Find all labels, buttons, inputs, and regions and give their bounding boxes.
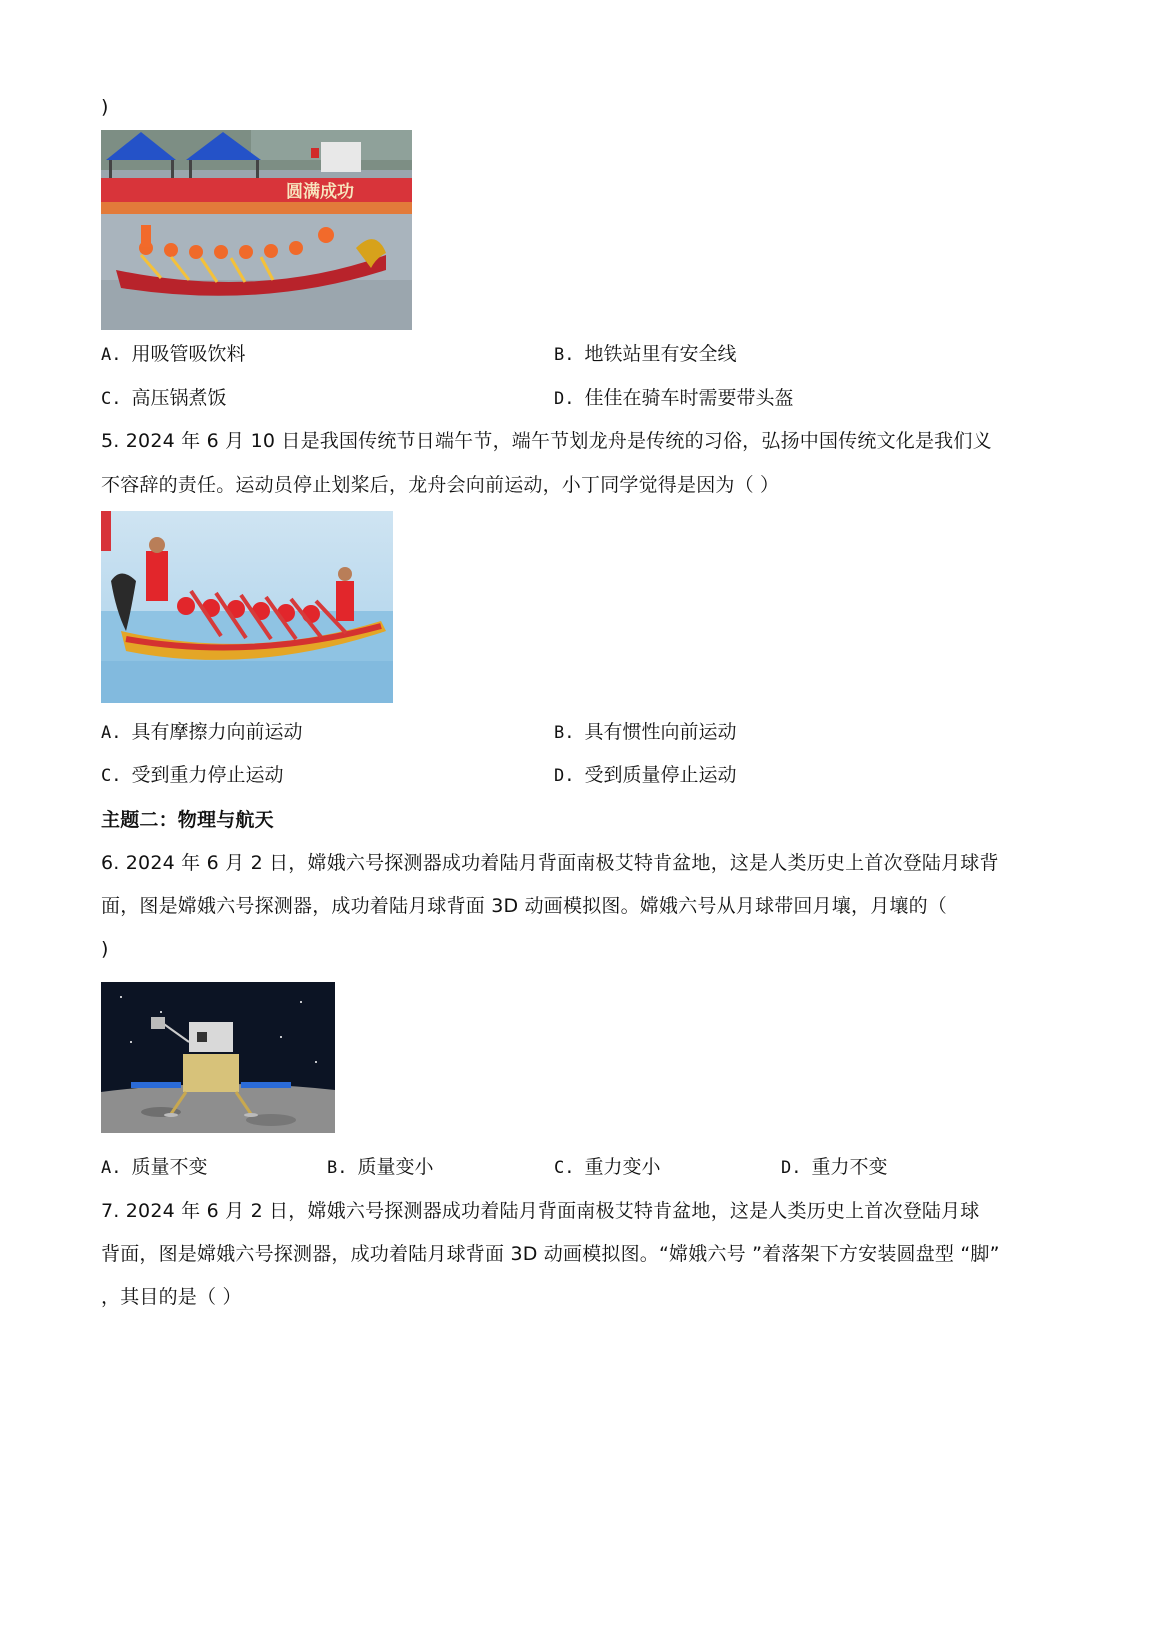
option-text: 地铁站里有安全线 bbox=[584, 343, 737, 365]
q5-option-c[interactable] bbox=[101, 763, 284, 788]
q4-option-a[interactable] bbox=[101, 342, 246, 367]
option-text: 重力不变 bbox=[811, 1156, 888, 1178]
q7-stem-line-3: ，其目的是（ ） bbox=[101, 1286, 242, 1308]
q5-option-b[interactable] bbox=[554, 720, 737, 745]
option-text: 受到质量停止运动 bbox=[584, 764, 737, 786]
option-key: A. bbox=[101, 1158, 122, 1178]
q5-dragon-boat-image bbox=[101, 511, 393, 703]
q4-dragon-boat-image bbox=[101, 130, 412, 330]
q5-stem-line-2: 不容辞的责任。运动员停止划桨后，龙舟会向前运动，小丁同学觉得是因为（ ） bbox=[101, 474, 780, 496]
q6-option-a[interactable] bbox=[101, 1155, 208, 1180]
option-text: 具有摩擦力向前运动 bbox=[131, 721, 303, 743]
q5-option-a[interactable] bbox=[101, 720, 303, 745]
option-text: 重力变小 bbox=[584, 1156, 661, 1178]
q5-option-d[interactable] bbox=[554, 763, 737, 788]
option-text: 佳佳在骑车时需要带头盔 bbox=[584, 387, 794, 409]
option-key: D. bbox=[554, 766, 575, 786]
option-key: B. bbox=[327, 1158, 348, 1178]
option-text: 具有惯性向前运动 bbox=[584, 721, 737, 743]
option-key: D. bbox=[554, 389, 575, 409]
q7-stem-line-1: 7. 2024 年 6 月 2 日，嫦娥六号探测器成功着陆月背面南极艾特肯盆地，这是人类历史上首次登陆月球 bbox=[101, 1200, 980, 1222]
q4-banner-text: 圆满成功 bbox=[286, 182, 354, 202]
q4-option-b[interactable] bbox=[554, 342, 737, 367]
q6-option-d[interactable] bbox=[781, 1155, 888, 1180]
q4-option-c[interactable] bbox=[101, 386, 227, 411]
option-key: A. bbox=[101, 345, 122, 365]
q7-stem-line-2: 背面，图是嫦娥六号探测器，成功着陆月球背面 3D 动画模拟图。“嫦娥六号 ”着落架下方安装圆盘型 “脚” bbox=[101, 1243, 1000, 1265]
option-text: 质量不变 bbox=[131, 1156, 208, 1178]
option-key: A. bbox=[101, 723, 122, 743]
option-key: C. bbox=[554, 1158, 575, 1178]
q5-stem-line-1: 5. 2024 年 6 月 10 日是我国传统节日端午节，端午节划龙舟是传统的习俗，弘扬中国传统文化是我们义 bbox=[101, 430, 992, 452]
option-key: B. bbox=[554, 345, 575, 365]
option-key: C. bbox=[101, 766, 122, 786]
option-text: 质量变小 bbox=[357, 1156, 434, 1178]
option-key: C. bbox=[101, 389, 122, 409]
q6-stem-line-1: 6. 2024 年 6 月 2 日，嫦娥六号探测器成功着陆月背面南极艾特肯盆地，这是人类历史上首次登陆月球背 bbox=[101, 852, 999, 874]
option-text: 高压锅煮饭 bbox=[131, 387, 227, 409]
q6-option-b[interactable] bbox=[327, 1155, 434, 1180]
option-key: D. bbox=[781, 1158, 802, 1178]
q4-paren-close: ) bbox=[101, 96, 109, 118]
q4-option-d[interactable] bbox=[554, 386, 794, 411]
option-text: 用吸管吸饮料 bbox=[131, 343, 246, 365]
q6-option-c[interactable] bbox=[554, 1155, 661, 1180]
option-text: 受到重力停止运动 bbox=[131, 764, 284, 786]
q6-stem-line-3: ) bbox=[101, 938, 109, 960]
section-heading: 主题二：物理与航天 bbox=[101, 809, 274, 831]
q6-lunar-lander-image bbox=[101, 982, 335, 1133]
option-key: B. bbox=[554, 723, 575, 743]
q6-stem-line-2: 面，图是嫦娥六号探测器，成功着陆月球背面 3D 动画模拟图。嫦娥六号从月球带回月壤，月壤的（ bbox=[101, 895, 948, 917]
